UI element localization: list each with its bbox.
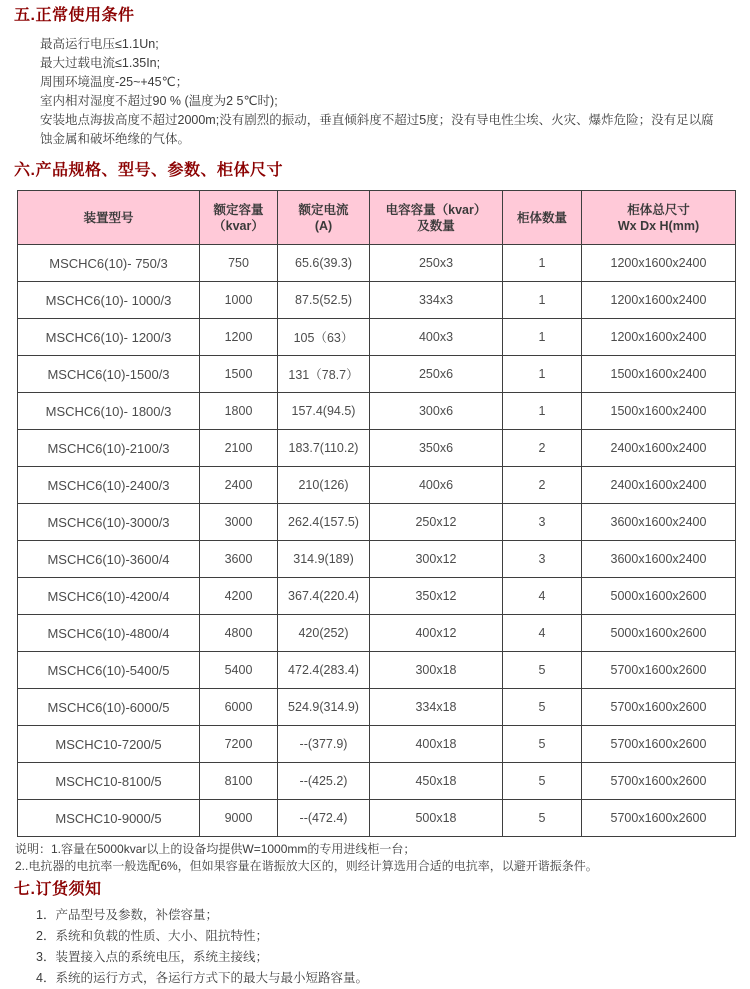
section5-heading: 五.正常使用条件	[14, 7, 135, 24]
table-cell: 1200x1600x2400	[582, 319, 736, 356]
header-row	[18, 191, 736, 245]
table-cell: MSCHC10-8100/5	[18, 763, 200, 800]
table-cell: 1	[503, 282, 582, 319]
table-cell: 1	[503, 356, 582, 393]
order-item: 3．装置接入点的系统电压，系统主接线；	[36, 950, 268, 964]
table-cell: 2400	[200, 467, 278, 504]
table-cell: 3600	[200, 541, 278, 578]
table-cell: 250x12	[370, 504, 503, 541]
table-cell: MSCHC6(10)- 1000/3	[18, 282, 200, 319]
table-row	[18, 800, 736, 837]
table-cell: 3600x1600x2400	[582, 541, 736, 578]
table-cell: 157.4(94.5)	[278, 393, 370, 430]
table-cell: 1500x1600x2400	[582, 393, 736, 430]
table-cell: 1200x1600x2400	[582, 282, 736, 319]
section7-heading: 七.订货须知	[14, 881, 102, 898]
note-line: 2..电抗器的电抗率一般选配6%，但如果容量在谐振放大区的，则经计算选用合适的电抗率，以避开谐振条件。	[15, 859, 598, 873]
table-cell: 300x12	[370, 541, 503, 578]
column-header-3: 电容容量（kvar） 及数量	[370, 191, 503, 245]
table-cell: MSCHC6(10)-3000/3	[18, 504, 200, 541]
table-row	[18, 356, 736, 393]
table-cell: 5	[503, 689, 582, 726]
table-cell: 5000x1600x2600	[582, 615, 736, 652]
condition-line: 最高运行电压≤1.1Un;	[40, 37, 159, 51]
condition-line: 周围环境温度-25~+45℃；	[40, 75, 189, 89]
section5-conditions-list	[40, 35, 724, 149]
table-row	[18, 689, 736, 726]
table-cell: 105（63）	[278, 319, 370, 356]
table-row	[18, 504, 736, 541]
table-cell: 334x3	[370, 282, 503, 319]
column-header-1: 额定容量 （kvar）	[200, 191, 278, 245]
table-cell: 2	[503, 430, 582, 467]
table-cell: 4	[503, 615, 582, 652]
table-cell: 87.5(52.5)	[278, 282, 370, 319]
order-item: 4．系统的运行方式，各运行方式下的最大与最小短路容量。	[36, 971, 368, 985]
table-cell: 6000	[200, 689, 278, 726]
table-cell: 131（78.7）	[278, 356, 370, 393]
table-cell: 1200x1600x2400	[582, 245, 736, 282]
table-cell: 420(252)	[278, 615, 370, 652]
table-cell: --(472.4)	[278, 800, 370, 837]
condition-line: 安装地点海拔高度不超过2000m;没有剧烈的振动，垂直倾斜度不超过5度；没有导电性尘埃、火灾、爆炸危险；没有足以腐蚀金属和破坏绝缘的气体。	[40, 113, 714, 146]
table-cell: 300x18	[370, 652, 503, 689]
table-cell: 300x6	[370, 393, 503, 430]
table-cell: MSCHC6(10)-4200/4	[18, 578, 200, 615]
table-cell: 1500	[200, 356, 278, 393]
table-row	[18, 282, 736, 319]
table-cell: 400x6	[370, 467, 503, 504]
table-cell: 4200	[200, 578, 278, 615]
table-cell: 5700x1600x2600	[582, 726, 736, 763]
table-cell: 750	[200, 245, 278, 282]
condition-line: 室内相对湿度不超过90 % (温度为2 5℃时);	[40, 94, 278, 108]
table-cell: 1500x1600x2400	[582, 356, 736, 393]
table-cell: 250x3	[370, 245, 503, 282]
table-cell: MSCHC6(10)-5400/5	[18, 652, 200, 689]
table-cell: 1200	[200, 319, 278, 356]
table-cell: 314.9(189)	[278, 541, 370, 578]
table-cell: 7200	[200, 726, 278, 763]
table-cell: 5700x1600x2600	[582, 763, 736, 800]
table-cell: 3	[503, 504, 582, 541]
table-cell: MSCHC6(10)-2100/3	[18, 430, 200, 467]
table-row	[18, 652, 736, 689]
table-cell: 5000x1600x2600	[582, 578, 736, 615]
table-row	[18, 245, 736, 282]
table-cell: 4800	[200, 615, 278, 652]
table-cell: MSCHC6(10)-6000/5	[18, 689, 200, 726]
table-cell: 2400x1600x2400	[582, 430, 736, 467]
column-header-5: 柜体总尺寸 Wx Dx H(mm)	[582, 191, 736, 245]
table-cell: 367.4(220.4)	[278, 578, 370, 615]
table-row	[18, 467, 736, 504]
table-row	[18, 541, 736, 578]
table-cell: MSCHC6(10)- 1200/3	[18, 319, 200, 356]
table-row	[18, 319, 736, 356]
table-cell: MSCHC6(10)- 750/3	[18, 245, 200, 282]
table-cell: 2	[503, 467, 582, 504]
table-cell: 65.6(39.3)	[278, 245, 370, 282]
table-cell: 400x3	[370, 319, 503, 356]
column-header-2: 额定电流 (A)	[278, 191, 370, 245]
table-cell: 9000	[200, 800, 278, 837]
table-cell: 262.4(157.5)	[278, 504, 370, 541]
table-cell: 1	[503, 245, 582, 282]
table-cell: MSCHC6(10)- 1800/3	[18, 393, 200, 430]
table-row	[18, 615, 736, 652]
table-cell: 350x6	[370, 430, 503, 467]
table-cell: 334x18	[370, 689, 503, 726]
table-cell: 1	[503, 393, 582, 430]
spec-table-body	[18, 245, 736, 837]
table-cell: MSCHC6(10)-4800/4	[18, 615, 200, 652]
table-cell: MSCHC10-9000/5	[18, 800, 200, 837]
product-spec-table	[17, 190, 736, 837]
table-cell: 8100	[200, 763, 278, 800]
table-row	[18, 763, 736, 800]
table-cell: 5	[503, 726, 582, 763]
table-cell: 210(126)	[278, 467, 370, 504]
table-row	[18, 578, 736, 615]
table-cell: 1	[503, 319, 582, 356]
table-cell: 5700x1600x2600	[582, 652, 736, 689]
table-cell: 400x12	[370, 615, 503, 652]
column-header-0: 装置型号	[18, 191, 200, 245]
table-cell: --(377.9)	[278, 726, 370, 763]
section6-heading: 六.产品规格、型号、参数、柜体尺寸	[14, 162, 283, 179]
table-cell: MSCHC6(10)-1500/3	[18, 356, 200, 393]
table-cell: 450x18	[370, 763, 503, 800]
column-header-4: 柜体数量	[503, 191, 582, 245]
table-cell: 3600x1600x2400	[582, 504, 736, 541]
order-item: 2．系统和负载的性质、大小、阻抗特性；	[36, 929, 268, 943]
table-cell: 5700x1600x2600	[582, 800, 736, 837]
table-row	[18, 726, 736, 763]
condition-line: 最大过载电流≤1.35In;	[40, 56, 161, 70]
section7-ordering-list	[36, 905, 736, 989]
table-cell: MSCHC6(10)-2400/3	[18, 467, 200, 504]
table-cell: 1000	[200, 282, 278, 319]
table-row	[18, 393, 736, 430]
table-cell: MSCHC10-7200/5	[18, 726, 200, 763]
table-cell: MSCHC6(10)-3600/4	[18, 541, 200, 578]
table-notes	[15, 841, 736, 875]
table-cell: 350x12	[370, 578, 503, 615]
table-cell: 500x18	[370, 800, 503, 837]
table-cell: 3000	[200, 504, 278, 541]
table-cell: 183.7(110.2)	[278, 430, 370, 467]
table-cell: 5400	[200, 652, 278, 689]
table-cell: 5	[503, 800, 582, 837]
note-line: 说明：1.容量在5000kvar以上的设备均提供W=1000mm的专用进线柜一台；	[15, 842, 416, 856]
table-cell: 2400x1600x2400	[582, 467, 736, 504]
table-cell: 524.9(314.9)	[278, 689, 370, 726]
spec-table-header	[18, 191, 736, 245]
table-cell: 1800	[200, 393, 278, 430]
table-cell: 2100	[200, 430, 278, 467]
table-cell: 4	[503, 578, 582, 615]
table-cell: --(425.2)	[278, 763, 370, 800]
table-cell: 250x6	[370, 356, 503, 393]
table-cell: 5700x1600x2600	[582, 689, 736, 726]
table-cell: 3	[503, 541, 582, 578]
order-item: 1．产品型号及参数，补偿容量；	[36, 908, 218, 922]
table-cell: 5	[503, 763, 582, 800]
table-cell: 472.4(283.4)	[278, 652, 370, 689]
table-row	[18, 430, 736, 467]
table-cell: 5	[503, 652, 582, 689]
table-cell: 400x18	[370, 726, 503, 763]
